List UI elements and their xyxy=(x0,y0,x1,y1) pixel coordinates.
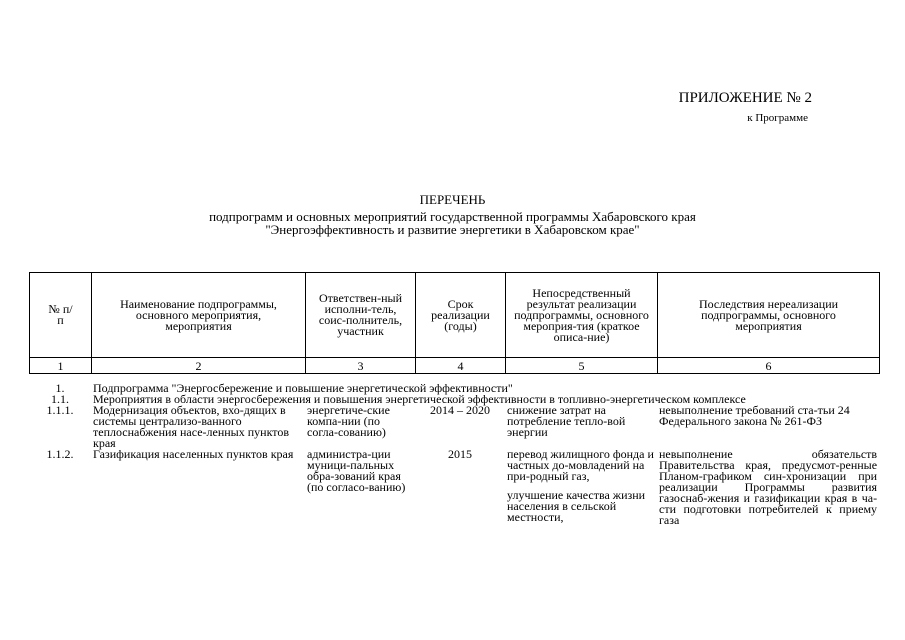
document-title: ПЕРЕЧЕНЬ xyxy=(419,192,486,207)
row-num: 1.1.1. xyxy=(46,403,74,417)
section-title: Мероприятия в области энергосбережения и повышения энергетической эффективности в топливно-энергетическом комплексе xyxy=(93,392,746,406)
column-number: 6 xyxy=(658,358,880,374)
column-number-row xyxy=(30,358,880,374)
document-subtitle-line2: "Энергоэффективность и развитие энергетики в Хабаровском крае" xyxy=(265,222,640,237)
section-title: Подпрограмма "Энергосбережение и повышение энергетической эффективности" xyxy=(93,381,513,395)
row-result-part: перевод жилищного фонда и частных до-мовладений на при-родный газ, xyxy=(507,447,654,483)
table-body xyxy=(29,383,879,526)
header-cell-result: Непосредственный результат реализации подпрограммы, основного мероприя-тия (краткое описа-ние) xyxy=(506,273,658,358)
row-executor: администра-ции муници-пальных обра-зований края (по согласо-ванию) xyxy=(307,447,406,494)
header-row xyxy=(30,273,880,358)
row-consequence: невыполнение требований ста-тьи 24 Федерального закона № 261-ФЗ xyxy=(659,403,850,428)
table-row xyxy=(29,405,879,449)
row-result-part: улучшение качества жизни населения в сельской местности, xyxy=(507,488,646,524)
column-number: 4 xyxy=(416,358,506,374)
column-number: 3 xyxy=(306,358,416,374)
row-result: снижение затрат на потребление тепло-вой энергии xyxy=(507,403,626,439)
row-period: 2015 xyxy=(448,447,472,461)
document-subtitle-line1: подпрограмм и основных мероприятий государственной программы Хабаровского края xyxy=(209,209,696,224)
table-header xyxy=(29,272,880,374)
document-subtitle xyxy=(0,210,905,236)
row-consequence: невыполнение обязательств Правительства края, предусмот-ренные Планом-графиком син-хронизации при реализации Программы развития газоснаб-жения и газификации края в ча-сти подготовки потребителей к приему газа xyxy=(659,447,878,527)
column-number: 1 xyxy=(30,358,92,374)
row-result xyxy=(505,449,657,526)
column-number: 5 xyxy=(506,358,658,374)
appendix-subtitle: к Программе xyxy=(747,112,808,124)
header-cell-name: Наименование подпрограммы, основного мероприятия, мероприятия xyxy=(92,273,306,358)
header-cell-executor: Ответствен-ный исполни-тель, соис-полнитель, участник xyxy=(306,273,416,358)
header-cell-period: Срок реализации (годы) xyxy=(416,273,506,358)
row-name: Модернизация объектов, вхо-дящих в системы централизо-ванного теплоснабжения насе-ленных пунктов края xyxy=(93,403,290,450)
row-executor: энергетиче-ские компа-нии (по согла-сованию) xyxy=(307,403,390,439)
header-cell-consequence: Последствия нереализации подпрограммы, основного мероприятия xyxy=(658,273,880,358)
table-row xyxy=(29,449,879,526)
row-period: 2014 – 2020 xyxy=(430,403,490,417)
row-name: Газификация населенных пунктов края xyxy=(93,447,294,461)
section-num: 1.1. xyxy=(51,392,69,406)
column-number: 2 xyxy=(92,358,306,374)
row-num: 1.1.2. xyxy=(46,447,74,461)
header-cell-num: № п/п xyxy=(30,273,92,358)
section-num: 1. xyxy=(55,381,65,395)
appendix-title: ПРИЛОЖЕНИЕ № 2 xyxy=(678,90,812,106)
